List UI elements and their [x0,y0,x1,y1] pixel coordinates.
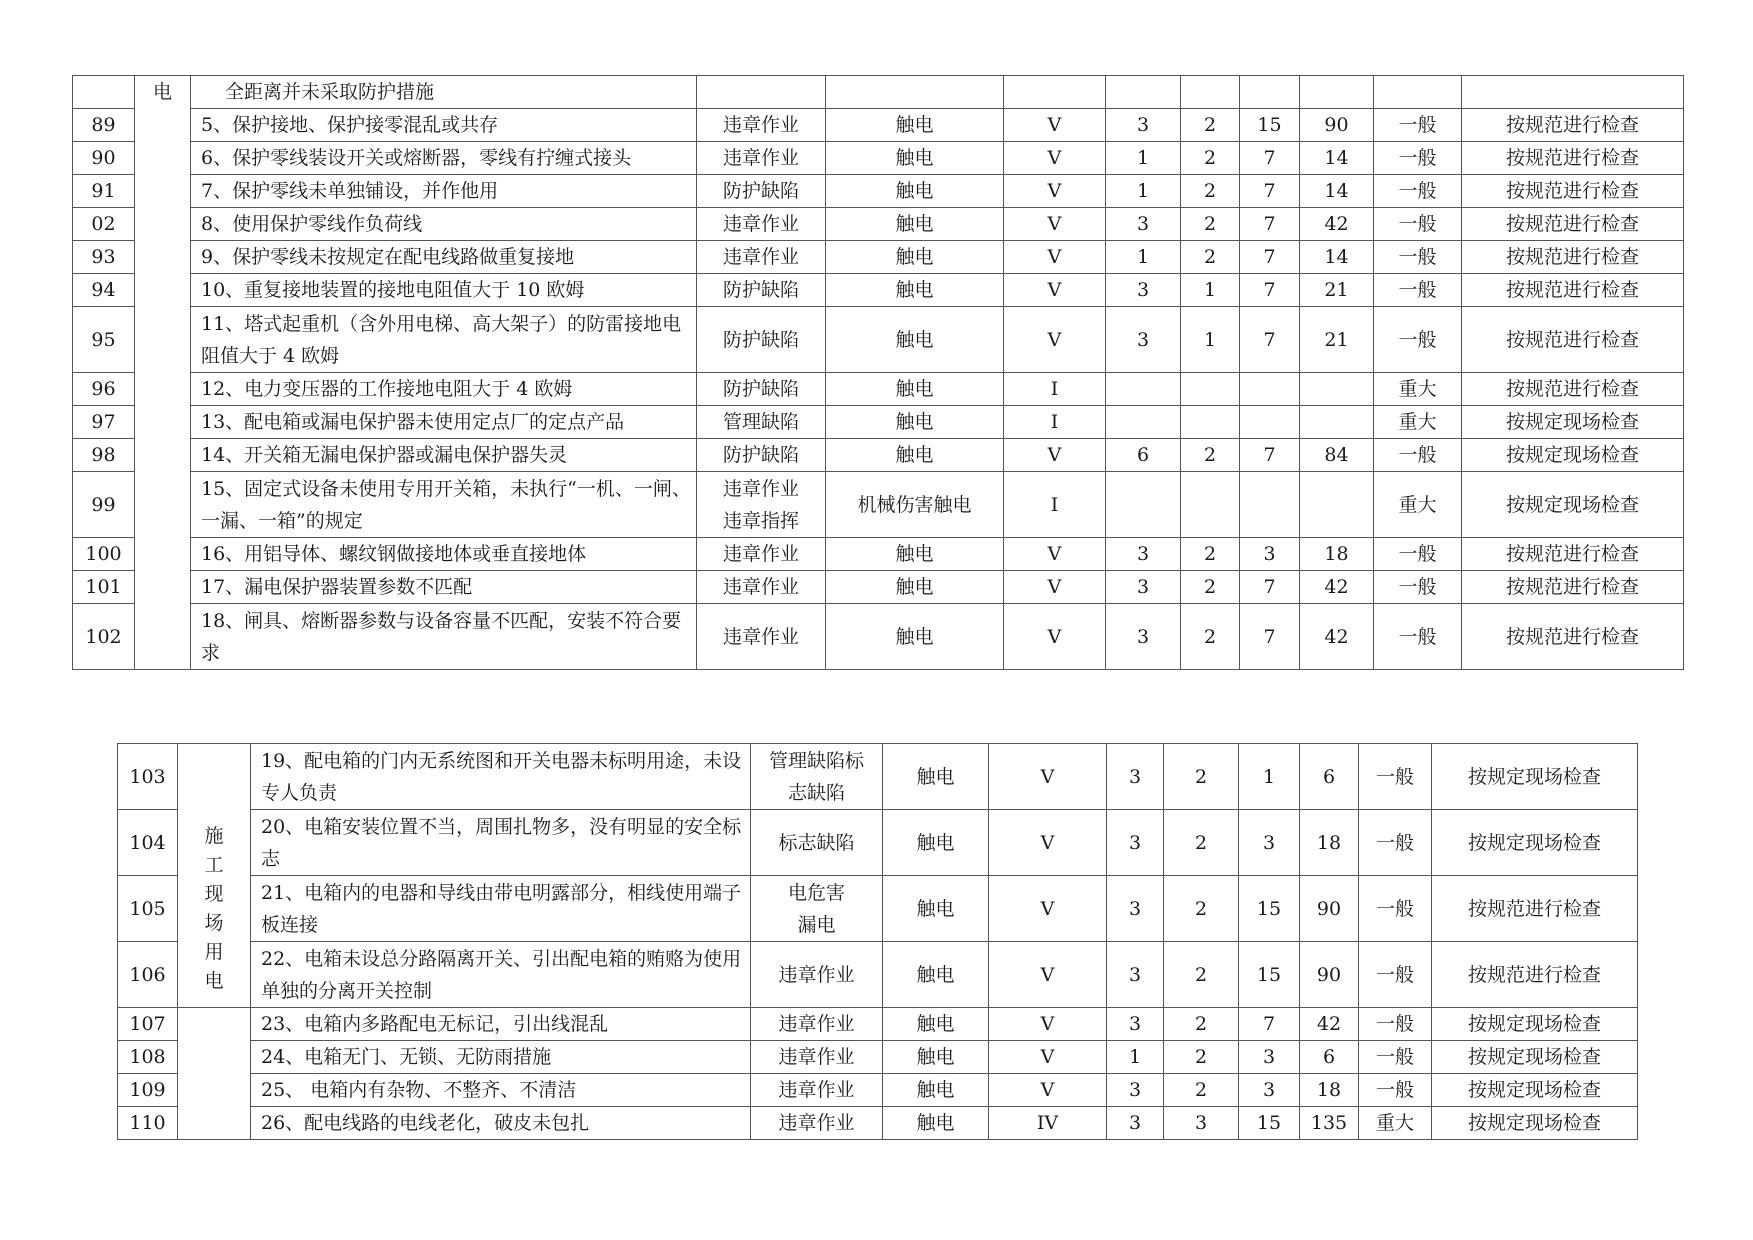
possible-accident: 触电 [826,208,1004,241]
exposure-e: 2 [1164,1041,1239,1074]
row-number: 102 [73,604,135,670]
hazard-level: V [989,744,1107,810]
hazard-description: 26、配电线路的电线老化，破皮未包扎 [251,1107,751,1140]
hazard-type: 违章作业 [697,604,826,670]
row-number: 103 [118,744,178,810]
risk-score-d: 90 [1300,942,1359,1008]
category-char: 工 [204,854,224,876]
risk-grade: 一般 [1374,439,1462,472]
risk-grade: 一般 [1359,876,1432,942]
hazard-type: 防护缺陷 [697,439,826,472]
likelihood-l [1106,472,1181,538]
consequence-c: 3 [1240,538,1300,571]
control-measure: 按规范进行检查 [1462,175,1684,208]
hazard-type [751,744,883,810]
hazard-description: 8、使用保护零线作负荷线 [191,208,697,241]
hazard-description: 15、固定式设备未使用专用开关箱，未执行“一机、一闸、一漏、一箱”的规定 [191,472,697,538]
risk-score-d: 14 [1300,241,1374,274]
row-number: 96 [73,373,135,406]
row-number: 109 [118,1074,178,1107]
likelihood-l: 3 [1106,604,1181,670]
table-row [118,1074,1638,1107]
control-measure: 按规定现场检查 [1432,744,1638,810]
hazard-level: V [1004,571,1106,604]
risk-score-d: 42 [1300,571,1374,604]
possible-accident: 机械伤害触电 [826,472,1004,538]
consequence-c [1240,406,1300,439]
consequence-c [1240,373,1300,406]
consequence-c: 7 [1240,274,1300,307]
risk-score-d: 42 [1300,208,1374,241]
table-row [73,307,1684,373]
consequence-c: 3 [1239,1041,1300,1074]
hazard-description: 5、保护接地、保护接零混乱或共存 [191,109,697,142]
likelihood-l: 3 [1107,1074,1164,1107]
possible-accident: 触电 [826,439,1004,472]
control-measure: 按规定现场检查 [1432,1008,1638,1041]
risk-grade: 重大 [1374,472,1462,538]
risk-score-d: 84 [1300,439,1374,472]
control-measure: 按规范进行检查 [1462,208,1684,241]
exposure-e: 3 [1164,1107,1239,1140]
table-row [118,1008,1638,1041]
exposure-e: 2 [1181,439,1240,472]
risk-score-d: 21 [1300,274,1374,307]
risk-grade: 重大 [1374,406,1462,439]
consequence-c: 7 [1240,142,1300,175]
hazard-level: V [989,876,1107,942]
hazard-type: 防护缺陷 [697,274,826,307]
row-number: 105 [118,876,178,942]
hazard-type: 管理缺陷 [697,406,826,439]
control-measure: 按规范进行检查 [1462,241,1684,274]
row-number: 97 [73,406,135,439]
control-measure: 按规范进行检查 [1462,307,1684,373]
table-row [73,241,1684,274]
cell-line: 电危害 [787,881,845,904]
possible-accident: 触电 [826,406,1004,439]
hazard-level: IV [989,1107,1107,1140]
risk-grade: 一般 [1374,241,1462,274]
risk-grade: 一般 [1374,109,1462,142]
risk-score-d: 14 [1300,175,1374,208]
likelihood-l: 3 [1106,571,1181,604]
hazard-description: 10、重复接地装置的接地电阻值大于 10 欧姆 [191,274,697,307]
row-number: 95 [73,307,135,373]
table-row [118,1107,1638,1140]
hazard-description: 18、闸具、熔断器参数与设备容量不匹配，安装不符合要求 [191,604,697,670]
risk-score-d: 18 [1300,1074,1359,1107]
category-char: 现 [204,883,224,905]
likelihood-l: 3 [1107,744,1164,810]
risk-score-d: 90 [1300,876,1359,942]
risk-score-d: 18 [1300,538,1374,571]
likelihood-l: 1 [1107,1041,1164,1074]
exposure-e: 2 [1181,571,1240,604]
hazard-level: V [989,810,1107,876]
control-measure: 按规范进行检查 [1432,942,1638,1008]
consequence-c: 3 [1239,1074,1300,1107]
hazard-description: 25、 电箱内有杂物、不整齐、不清洁 [251,1074,751,1107]
hazard-level: V [1004,538,1106,571]
control-measure: 按规范进行检查 [1432,876,1638,942]
row-number: 106 [118,942,178,1008]
hazard-level: V [1004,274,1106,307]
row-number: 104 [118,810,178,876]
table-row [73,472,1684,538]
control-measure: 按规范进行检查 [1462,142,1684,175]
row-number: 99 [73,472,135,538]
possible-accident: 触电 [883,942,989,1008]
category-char: 施 [204,825,224,847]
hazard-description: 24、电箱无门、无锁、无防雨措施 [251,1041,751,1074]
risk-grade: 一般 [1359,1041,1432,1074]
hazard-description: 9、保护零线未按规定在配电线路做重复接地 [191,241,697,274]
risk-grade: 一般 [1374,274,1462,307]
risk-score-d [1300,373,1374,406]
hazard-table-2 [117,743,1638,1140]
risk-score-d: 6 [1300,744,1359,810]
table-row [118,876,1638,942]
exposure-e [1181,472,1240,538]
likelihood-l: 3 [1107,810,1164,876]
hazard-level: I [1004,406,1106,439]
hazard-table-1 [72,75,1684,670]
likelihood-l: 1 [1106,175,1181,208]
hazard-type: 防护缺陷 [697,307,826,373]
table-row [118,744,1638,810]
risk-score-d: 135 [1300,1107,1359,1140]
row-number [73,76,135,109]
possible-accident [826,76,1004,109]
hazard-level [1004,76,1106,109]
hazard-type: 防护缺陷 [697,175,826,208]
hazard-description: 11、塔式起重机（含外用电梯、高大架子）的防雷接地电阻值大于 4 欧姆 [191,307,697,373]
table-row [73,439,1684,472]
hazard-type: 违章作业 [751,1008,883,1041]
hazard-type: 违章作业 [751,942,883,1008]
possible-accident: 触电 [826,307,1004,373]
possible-accident: 触电 [826,109,1004,142]
possible-accident: 触电 [883,810,989,876]
risk-grade: 一般 [1374,142,1462,175]
likelihood-l: 3 [1106,538,1181,571]
consequence-c: 3 [1239,810,1300,876]
exposure-e [1181,373,1240,406]
consequence-c: 15 [1239,876,1300,942]
consequence-c: 7 [1240,208,1300,241]
consequence-c: 1 [1239,744,1300,810]
likelihood-l [1106,76,1181,109]
control-measure: 按规范进行检查 [1462,604,1684,670]
risk-score-d [1300,406,1374,439]
exposure-e: 2 [1164,744,1239,810]
table-row [73,373,1684,406]
table-row [73,142,1684,175]
possible-accident: 触电 [826,241,1004,274]
exposure-e: 2 [1181,142,1240,175]
hazard-type [697,472,826,538]
exposure-e: 2 [1181,109,1240,142]
hazard-type: 违章作业 [751,1107,883,1140]
risk-grade: 一般 [1359,1008,1432,1041]
possible-accident: 触电 [826,373,1004,406]
hazard-type: 防护缺陷 [697,373,826,406]
control-measure: 按规定现场检查 [1432,1041,1638,1074]
table-row [73,175,1684,208]
consequence-c: 15 [1239,1107,1300,1140]
hazard-type: 违章作业 [697,571,826,604]
hazard-type: 违章作业 [697,109,826,142]
exposure-e: 1 [1181,274,1240,307]
control-measure: 按规定现场检查 [1462,472,1684,538]
risk-score-d: 42 [1300,604,1374,670]
category-cell: 电 [135,76,191,670]
hazard-description: 7、保护零线未单独铺设，并作他用 [191,175,697,208]
exposure-e [1181,76,1240,109]
likelihood-l: 3 [1107,942,1164,1008]
risk-score-d: 18 [1300,810,1359,876]
hazard-description: 12、电力变压器的工作接地电阻大于 4 欧姆 [191,373,697,406]
control-measure: 按规定现场检查 [1432,810,1638,876]
risk-grade: 一般 [1374,208,1462,241]
table-row [118,810,1638,876]
likelihood-l: 3 [1107,1008,1164,1041]
hazard-type: 标志缺陷 [751,810,883,876]
possible-accident: 触电 [826,571,1004,604]
exposure-e: 2 [1181,538,1240,571]
hazard-description: 6、保护零线装设开关或熔断器，零线有拧缠式接头 [191,142,697,175]
risk-score-d: 21 [1300,307,1374,373]
likelihood-l: 3 [1107,876,1164,942]
category-label [178,744,250,996]
category-char: 场 [204,912,224,934]
exposure-e: 2 [1164,942,1239,1008]
likelihood-l: 3 [1106,109,1181,142]
row-number: 94 [73,274,135,307]
hazard-type: 违章作业 [751,1041,883,1074]
control-measure: 按规范进行检查 [1462,373,1684,406]
table-row [73,208,1684,241]
table-row [118,1041,1638,1074]
cell-line: 管理缺陷标 [768,749,864,772]
control-measure: 按规定现场检查 [1432,1074,1638,1107]
risk-grade: 一般 [1374,538,1462,571]
row-number: 93 [73,241,135,274]
control-measure: 按规范进行检查 [1462,274,1684,307]
risk-grade: 一般 [1374,571,1462,604]
possible-accident: 触电 [826,142,1004,175]
hazard-level: V [1004,109,1106,142]
row-number: 107 [118,1008,178,1041]
possible-accident: 触电 [826,274,1004,307]
hazard-description: 13、配电箱或漏电保护器未使用定点厂的定点产品 [191,406,697,439]
likelihood-l: 3 [1106,274,1181,307]
possible-accident: 触电 [883,744,989,810]
control-measure: 按规定现场检查 [1432,1107,1638,1140]
control-measure: 按规定现场检查 [1462,406,1684,439]
consequence-c: 7 [1240,571,1300,604]
risk-grade: 重大 [1359,1107,1432,1140]
exposure-e: 2 [1181,604,1240,670]
exposure-e [1181,406,1240,439]
hazard-type: 违章作业 [751,1074,883,1107]
exposure-e: 2 [1164,876,1239,942]
category-char: 电 [204,970,224,992]
hazard-type [697,76,826,109]
hazard-description: 17、漏电保护器装置参数不匹配 [191,571,697,604]
exposure-e: 2 [1164,1008,1239,1041]
control-measure [1462,76,1684,109]
hazard-level: V [989,1074,1107,1107]
exposure-e: 2 [1164,810,1239,876]
likelihood-l: 3 [1107,1107,1164,1140]
risk-grade: 一般 [1359,942,1432,1008]
hazard-level: V [1004,241,1106,274]
likelihood-l: 3 [1106,208,1181,241]
hazard-type: 违章作业 [697,538,826,571]
likelihood-l: 3 [1106,307,1181,373]
hazard-level: V [1004,175,1106,208]
consequence-c [1240,472,1300,538]
exposure-e: 2 [1181,241,1240,274]
hazard-type: 违章作业 [697,241,826,274]
risk-grade: 一般 [1374,175,1462,208]
row-number: 100 [73,538,135,571]
table-row [118,942,1638,1008]
table-row [73,76,1684,109]
table-row [73,274,1684,307]
control-measure: 按规范进行检查 [1462,571,1684,604]
cell-line: 违章作业 [722,477,799,500]
risk-grade: 重大 [1374,373,1462,406]
risk-grade: 一般 [1374,307,1462,373]
risk-score-d: 6 [1300,1041,1359,1074]
risk-grade: 一般 [1359,810,1432,876]
possible-accident: 触电 [883,1008,989,1041]
hazard-description: 23、电箱内多路配电无标记，引出线混乱 [251,1008,751,1041]
row-number: 110 [118,1107,178,1140]
table-row [73,109,1684,142]
hazard-level: V [989,1041,1107,1074]
hazard-description: 14、开关箱无漏电保护器或漏电保护器失灵 [191,439,697,472]
row-number: 90 [73,142,135,175]
hazard-level: V [1004,208,1106,241]
hazard-description: 全距离并未采取防护措施 [191,76,697,109]
table-row [73,571,1684,604]
table-row [73,538,1684,571]
consequence-c: 7 [1240,307,1300,373]
possible-accident: 触电 [883,1074,989,1107]
exposure-e: 2 [1181,175,1240,208]
hazard-level: V [989,1008,1107,1041]
table-row [73,604,1684,670]
likelihood-l [1106,373,1181,406]
likelihood-l: 1 [1106,142,1181,175]
risk-grade [1374,76,1462,109]
consequence-c: 15 [1240,109,1300,142]
consequence-c: 7 [1240,439,1300,472]
control-measure: 按规范进行检查 [1462,109,1684,142]
risk-grade: 一般 [1359,1074,1432,1107]
hazard-description: 19、配电箱的门内无系统图和开关电器未标明用途，未设专人负责 [251,744,751,810]
cell-line: 违章指挥 [722,509,799,532]
likelihood-l [1106,406,1181,439]
hazard-description: 21、电箱内的电器和导线由带电明露部分，相线使用端子板连接 [251,876,751,942]
hazard-description: 16、用铝导体、螺纹钢做接地体或垂直接地体 [191,538,697,571]
possible-accident: 触电 [826,538,1004,571]
hazard-description: 20、电箱安装位置不当，周围扎物多，没有明显的安全标志 [251,810,751,876]
cell-line: 志缺陷 [787,781,845,804]
exposure-e: 2 [1181,208,1240,241]
hazard-description: 22、电箱未设总分路隔离开关、引出配电箱的贿赂为使用单独的分离开关控制 [251,942,751,1008]
control-measure: 按规定现场检查 [1462,439,1684,472]
likelihood-l: 6 [1106,439,1181,472]
category-cell [178,744,251,1008]
category-char: 用 [204,941,224,963]
row-number: 108 [118,1041,178,1074]
cell-line: 漏电 [797,913,836,936]
hazard-level: V [1004,307,1106,373]
risk-score-d [1300,472,1374,538]
risk-grade: 一般 [1374,604,1462,670]
hazard-type [751,876,883,942]
possible-accident: 触电 [883,1041,989,1074]
hazard-type: 违章作业 [697,208,826,241]
consequence-c: 7 [1239,1008,1300,1041]
row-number: 91 [73,175,135,208]
hazard-level: V [1004,142,1106,175]
exposure-e: 2 [1164,1074,1239,1107]
likelihood-l: 1 [1106,241,1181,274]
hazard-level: I [1004,373,1106,406]
hazard-level: V [1004,439,1106,472]
hazard-level: I [1004,472,1106,538]
category-cell-continued [178,1008,251,1140]
risk-score-d [1300,76,1374,109]
hazard-level: V [989,942,1107,1008]
hazard-type: 违章作业 [697,142,826,175]
control-measure: 按规范进行检查 [1462,538,1684,571]
risk-grade: 一般 [1359,744,1432,810]
risk-score-d: 14 [1300,142,1374,175]
exposure-e: 1 [1181,307,1240,373]
row-number: 89 [73,109,135,142]
risk-score-d: 42 [1300,1008,1359,1041]
table-row [73,406,1684,439]
consequence-c: 7 [1240,175,1300,208]
row-number: 02 [73,208,135,241]
row-number: 101 [73,571,135,604]
consequence-c: 7 [1240,604,1300,670]
possible-accident: 触电 [883,876,989,942]
possible-accident: 触电 [883,1107,989,1140]
risk-score-d: 90 [1300,109,1374,142]
consequence-c: 15 [1239,942,1300,1008]
consequence-c [1240,76,1300,109]
consequence-c: 7 [1240,241,1300,274]
row-number: 98 [73,439,135,472]
hazard-level: V [1004,604,1106,670]
possible-accident: 触电 [826,175,1004,208]
possible-accident: 触电 [826,604,1004,670]
